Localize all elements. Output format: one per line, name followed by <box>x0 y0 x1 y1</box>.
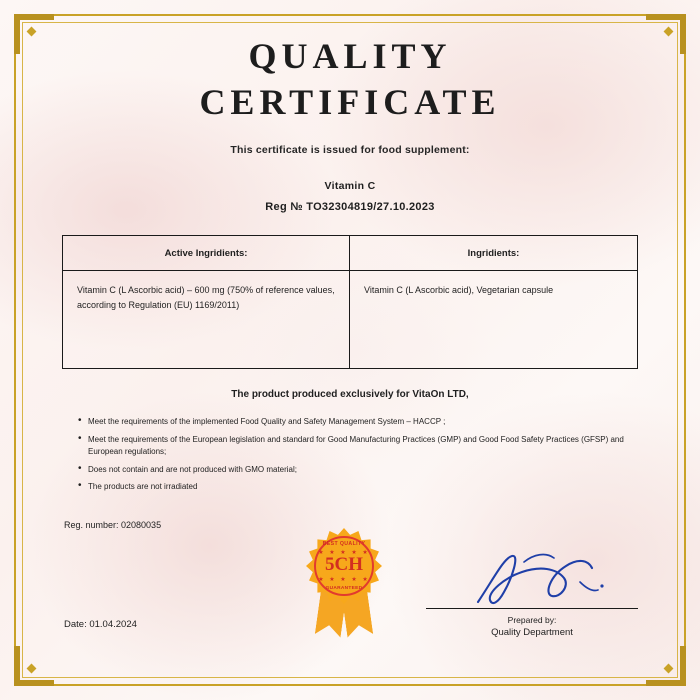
certificate-footer <box>40 524 660 654</box>
table-header-active-ingredients: Active Ingridients: <box>63 236 349 271</box>
table-header-ingredients: Ingridients: <box>350 236 637 271</box>
quality-seal-badge <box>298 528 390 636</box>
seal-stars-bottom: ★ ★ ★ ★ ★ <box>318 577 370 583</box>
list-item: • The products are not irradiated <box>76 481 624 494</box>
seal-icon <box>306 528 382 604</box>
registration-line: Reg № TO32304819/27.10.2023 <box>265 201 435 213</box>
page-title-line-2: CERTIFICATE <box>199 82 501 122</box>
certificate-content <box>40 34 660 666</box>
seal-main-text: 5CH <box>325 554 363 575</box>
table-cell-active-ingredients: Vitamin C (L Ascorbic acid) – 600 mg (750% of reference values, according to Regulation (EU) 1169/2011) <box>77 285 335 310</box>
list-item: • Meet the requirements of the implemented Food Quality and Safety Management System – HACCP ; <box>76 416 624 429</box>
certificate-subtitle: This certificate is issued for food supplement: <box>230 144 470 156</box>
table-column-active-ingredients <box>63 236 350 368</box>
list-item: • Meet the requirements of the European legislation and standard for Good Manufacturing Practices (GMP) and Good Food Safety Practices (GFSP) and European regulations; <box>76 434 624 459</box>
handwritten-signature-icon <box>426 550 638 608</box>
issue-date: Date: 01.04.2024 <box>64 619 137 630</box>
exclusive-note: The product produced exclusively for VitaOn LTD, <box>231 389 469 400</box>
page-title-line-1: QUALITY <box>248 36 452 76</box>
seal-stars-top: ★ ★ ★ ★ ★ <box>318 550 370 556</box>
product-name: Vitamin C <box>324 180 376 192</box>
seal-top-text: BEST QUALITY <box>322 541 366 547</box>
prepared-by-label: Prepared by: <box>507 615 557 625</box>
table-column-ingredients <box>350 236 637 368</box>
reg-number: Reg. number: 02080035 <box>64 519 162 530</box>
department-label: Quality Department <box>491 627 573 638</box>
signature-block <box>426 550 638 640</box>
seal-bottom-text: GUARANTEED <box>325 586 363 591</box>
table-cell-ingredients: Vitamin C (L Ascorbic acid), Vegetarian capsule <box>364 285 554 295</box>
page-title <box>40 34 660 124</box>
requirements-list <box>76 416 624 494</box>
ingredients-table <box>62 235 638 369</box>
list-item: • Does not contain and are not produced with GMO material; <box>76 464 624 477</box>
